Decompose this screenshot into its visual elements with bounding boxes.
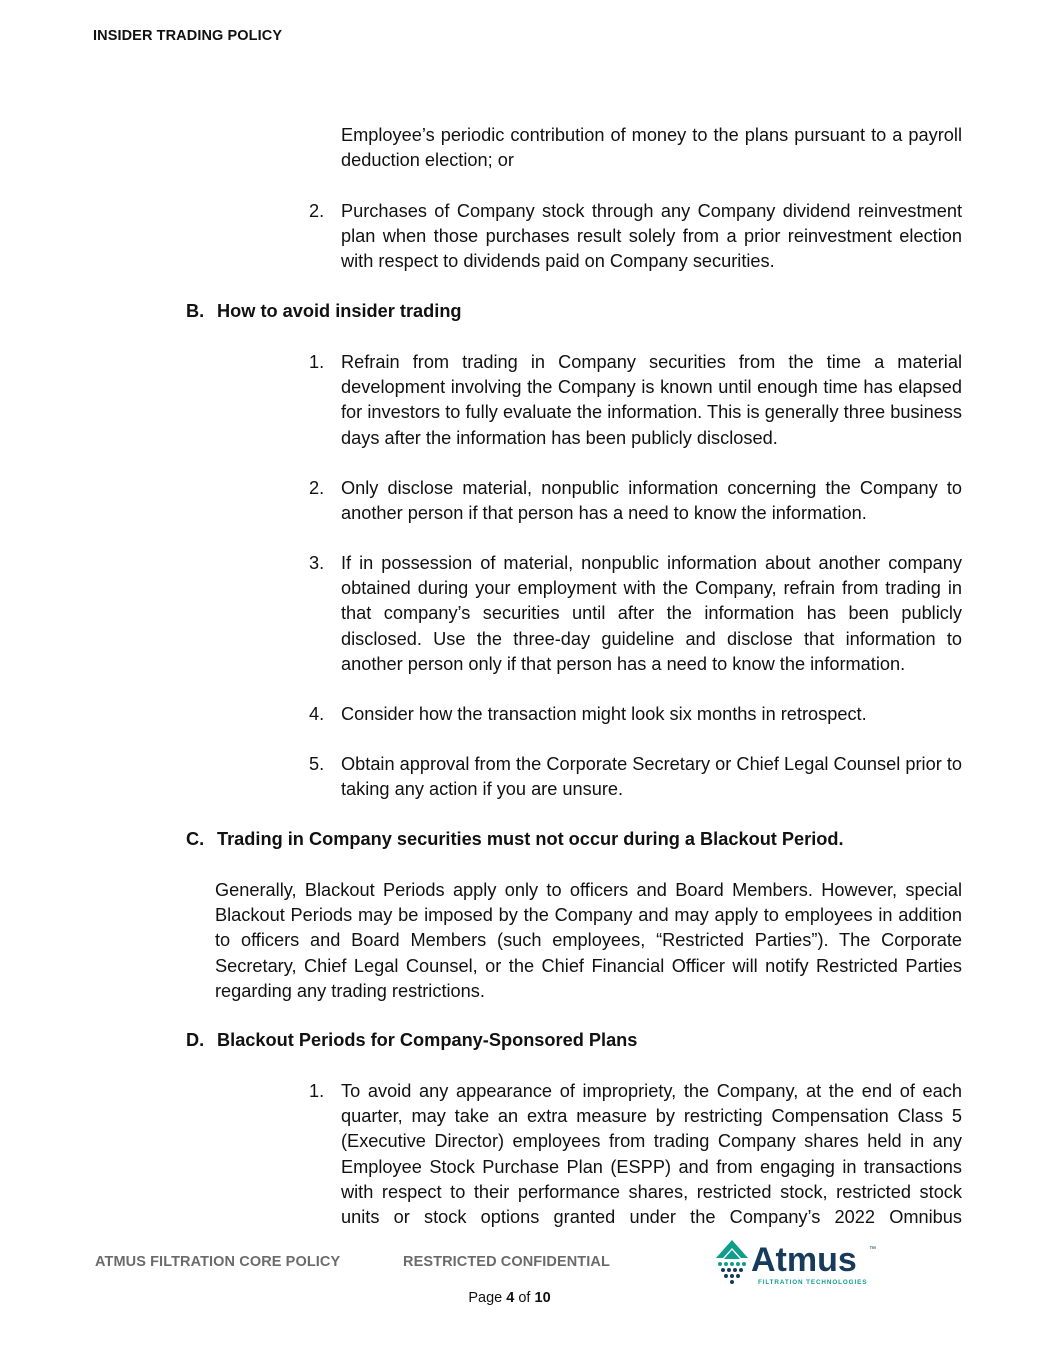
list-item-number: 2.: [309, 201, 325, 221]
section-heading-b: [186, 299, 462, 324]
footer-confidentiality-label: RESTRICTED CONFIDENTIAL: [403, 1254, 610, 1270]
logo-wordmark: Atmus: [751, 1241, 857, 1279]
document-header-title: INSIDER TRADING POLICY: [93, 28, 283, 44]
page-total: 10: [534, 1290, 551, 1306]
section-heading-c: [186, 827, 844, 852]
list-item-number: 1.: [309, 352, 325, 372]
section-title: Trading in Company securities must not occur during a Blackout Period.: [217, 829, 844, 849]
continued-list-item-text: Employee’s periodic contribution of money to the plans pursuant to a payroll deduction election; or: [341, 125, 962, 171]
logo-trademark: ™: [869, 1246, 876, 1253]
footer-policy-label: ATMUS FILTRATION CORE POLICY: [95, 1254, 341, 1270]
list-item-number: 2.: [309, 478, 325, 498]
section-title: How to avoid insider trading: [217, 301, 462, 321]
page-of: of: [514, 1290, 535, 1306]
list-item-text: Only disclose material, nonpublic information concerning the Company to another person if that person has a need to know the information.: [341, 478, 962, 524]
list-item-number: 5.: [309, 754, 325, 774]
section-heading-d: [186, 1028, 637, 1053]
logo-tagline: FILTRATION TECHNOLOGIES: [758, 1279, 868, 1286]
list-item-text: Refrain from trading in Company securities from the time a material development involving the Company is known until enough time has elapsed for investors to fully evaluate the information. This is generally three business days after the information has been publicly disclosed.: [341, 352, 962, 448]
section-letter: C.: [186, 829, 205, 849]
list-item-text: Consider how the transaction might look six months in retrospect.: [341, 704, 867, 724]
section-paragraph: Generally, Blackout Periods apply only to officers and Board Members. However, special Blackout Periods may be imposed by the Company and may apply to employees in addition to officers and Board Members (such employees, “Restricted Parties”). The Corporate Secretary, Chief Legal Counsel, or the Chief Financial Officer will notify Restricted Parties regarding any trading restrictions.: [215, 880, 962, 1001]
list-item-number: 3.: [309, 553, 325, 573]
atmus-logo: [710, 1237, 880, 1287]
list-item-text: Purchases of Company stock through any Company dividend reinvestment plan when those purchases result solely from a prior reinvestment election with respect to dividends paid on Company securities.: [341, 201, 962, 272]
list-item-text: Obtain approval from the Corporate Secretary or Chief Legal Counsel prior to taking any action if you are unsure.: [341, 754, 962, 800]
section-letter: B.: [186, 301, 205, 321]
list-item-number: 4.: [309, 704, 325, 724]
atmus-logo-mark-icon: [710, 1237, 880, 1287]
page-number: [0, 1290, 1019, 1306]
section-title: Blackout Periods for Company-Sponsored Plans: [217, 1030, 638, 1050]
page-prefix: Page: [468, 1290, 507, 1306]
list-item-text: To avoid any appearance of impropriety, the Company, at the end of each quarter, may take an extra measure by restricting Compensation Class 5 (Executive Director) employees from trading Company shares held in any Employee Stock Purchase Plan (ESPP) and from engaging in transactions with respect to their performance shares, restricted stock, restricted stock units or stock options granted under the Company’s 2022 Omnibus: [341, 1081, 962, 1228]
list-item-text: If in possession of material, nonpublic information about another company obtained during your employment with the Company, refrain from trading in that company’s securities until after the information has been publicly disclosed. Use the three-day guideline and disclose that information to another person only if that person has a need to know the information.: [341, 553, 962, 674]
page-current: 4: [506, 1290, 515, 1306]
section-letter: D.: [186, 1030, 205, 1050]
list-item-number: 1.: [309, 1081, 325, 1101]
